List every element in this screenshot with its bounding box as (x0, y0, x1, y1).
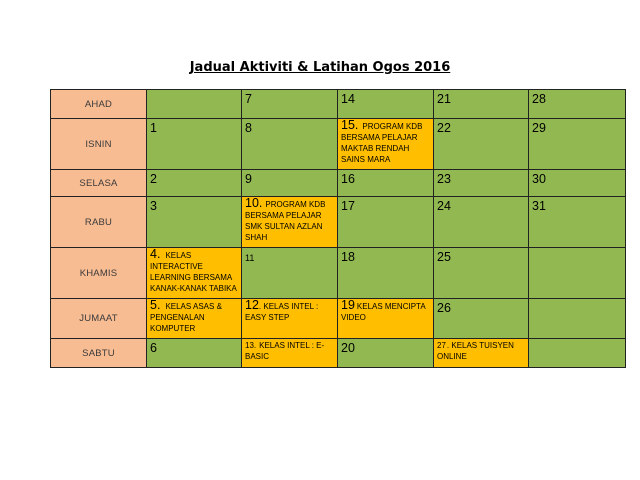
date-cell (338, 197, 434, 248)
date-number: 18 (341, 250, 355, 264)
date-cell (147, 90, 242, 119)
day-label-jumaat: JUMAAT (51, 299, 147, 339)
date-cell (242, 119, 338, 170)
date-number: 28 (532, 92, 546, 106)
date-cell (242, 248, 338, 299)
event-content (341, 300, 433, 323)
date-number: 1 (150, 121, 157, 135)
date-cell (434, 248, 529, 299)
date-cell (242, 90, 338, 119)
date-cell (147, 197, 242, 248)
date-number: 20 (341, 341, 355, 355)
date-number: 26 (437, 301, 451, 315)
date-cell (434, 299, 529, 339)
date-cell (529, 119, 626, 170)
date-number: 15. (341, 118, 359, 132)
event-text: KELAS MENCIPTA VIDEO (341, 302, 426, 322)
date-number: 19 (341, 298, 355, 312)
event-text: KELAS INTEL : E-BASIC (245, 341, 325, 361)
event-cell (147, 299, 242, 339)
calendar-row (51, 248, 626, 299)
date-cell (338, 170, 434, 197)
event-text: . KELAS INTEL : EASY STEP (245, 302, 319, 322)
day-label-rabu: RABU (51, 197, 147, 248)
date-number: 17 (341, 199, 355, 213)
date-number: 13. (245, 341, 257, 350)
date-number: 21 (437, 92, 451, 106)
date-number: 3 (150, 199, 157, 213)
date-cell (529, 248, 626, 299)
date-number: 9 (245, 172, 252, 186)
day-label-isnin: ISNIN (51, 119, 147, 170)
date-cell (529, 339, 626, 368)
date-number: 10. (245, 196, 263, 210)
date-number: 25 (437, 250, 451, 264)
date-cell (434, 119, 529, 170)
date-number: 23 (437, 172, 451, 186)
date-number: 4. (150, 247, 161, 261)
date-number: 2 (150, 172, 157, 186)
date-number: 8 (245, 121, 252, 135)
event-content (341, 120, 433, 165)
date-cell (147, 339, 242, 368)
date-number: 31 (532, 199, 546, 213)
date-cell (434, 90, 529, 119)
date-cell (529, 170, 626, 197)
event-content (245, 340, 337, 362)
event-cell (338, 119, 434, 170)
calendar-row (51, 90, 626, 119)
event-cell (147, 248, 242, 299)
date-number: 7 (245, 92, 252, 106)
date-number: 12 (245, 298, 259, 312)
event-text: PROGRAM KDB BERSAMA PELAJAR MAKTAB RENDAH SAINS MARA (341, 122, 423, 164)
date-cell (529, 197, 626, 248)
calendar-table (50, 89, 626, 368)
event-text: KELAS ASAS & PENGENALAN KOMPUTER (150, 302, 222, 333)
day-label-khamis: KHAMIS (51, 248, 147, 299)
event-cell (434, 339, 529, 368)
event-content (245, 300, 337, 323)
date-cell (242, 170, 338, 197)
event-content (245, 198, 337, 243)
date-cell (147, 119, 242, 170)
date-number: 6 (150, 341, 157, 355)
date-cell (338, 248, 434, 299)
event-text: . KELAS TUISYEN ONLINE (437, 341, 514, 361)
date-cell (529, 299, 626, 339)
date-number: 27 (437, 341, 446, 350)
event-cell (242, 299, 338, 339)
event-content (150, 249, 241, 294)
event-content (150, 300, 241, 334)
date-number: 22 (437, 121, 451, 135)
day-label-ahad: AHAD (51, 90, 147, 119)
date-cell (434, 197, 529, 248)
date-number: 14 (341, 92, 355, 106)
event-text: PROGRAM KDB BERSAMA PELAJAR SMK SULTAN AZLAN SHAH (245, 200, 326, 242)
date-number: 16 (341, 172, 355, 186)
date-number: 11 (245, 253, 255, 263)
date-cell (338, 90, 434, 119)
date-number: 29 (532, 121, 546, 135)
date-number: 30 (532, 172, 546, 186)
event-cell (242, 339, 338, 368)
event-cell (242, 197, 338, 248)
calendar-row (51, 339, 626, 368)
date-number: 5. (150, 298, 161, 312)
event-text: KELAS INTERACTIVE LEARNING BERSAMA KANAK-KANAK TABIKA (150, 251, 237, 293)
calendar-row (51, 119, 626, 170)
date-cell (338, 339, 434, 368)
calendar-row (51, 197, 626, 248)
page-title: Jadual Aktiviti & Latihan Ogos 2016 (189, 60, 451, 75)
date-cell (529, 90, 626, 119)
day-label-selasa: SELASA (51, 170, 147, 197)
calendar-row (51, 170, 626, 197)
date-cell (147, 170, 242, 197)
day-label-sabtu: SABTU (51, 339, 147, 368)
date-number: 24 (437, 199, 451, 213)
calendar-row (51, 299, 626, 339)
event-content (437, 340, 528, 362)
date-cell (434, 170, 529, 197)
event-cell (338, 299, 434, 339)
